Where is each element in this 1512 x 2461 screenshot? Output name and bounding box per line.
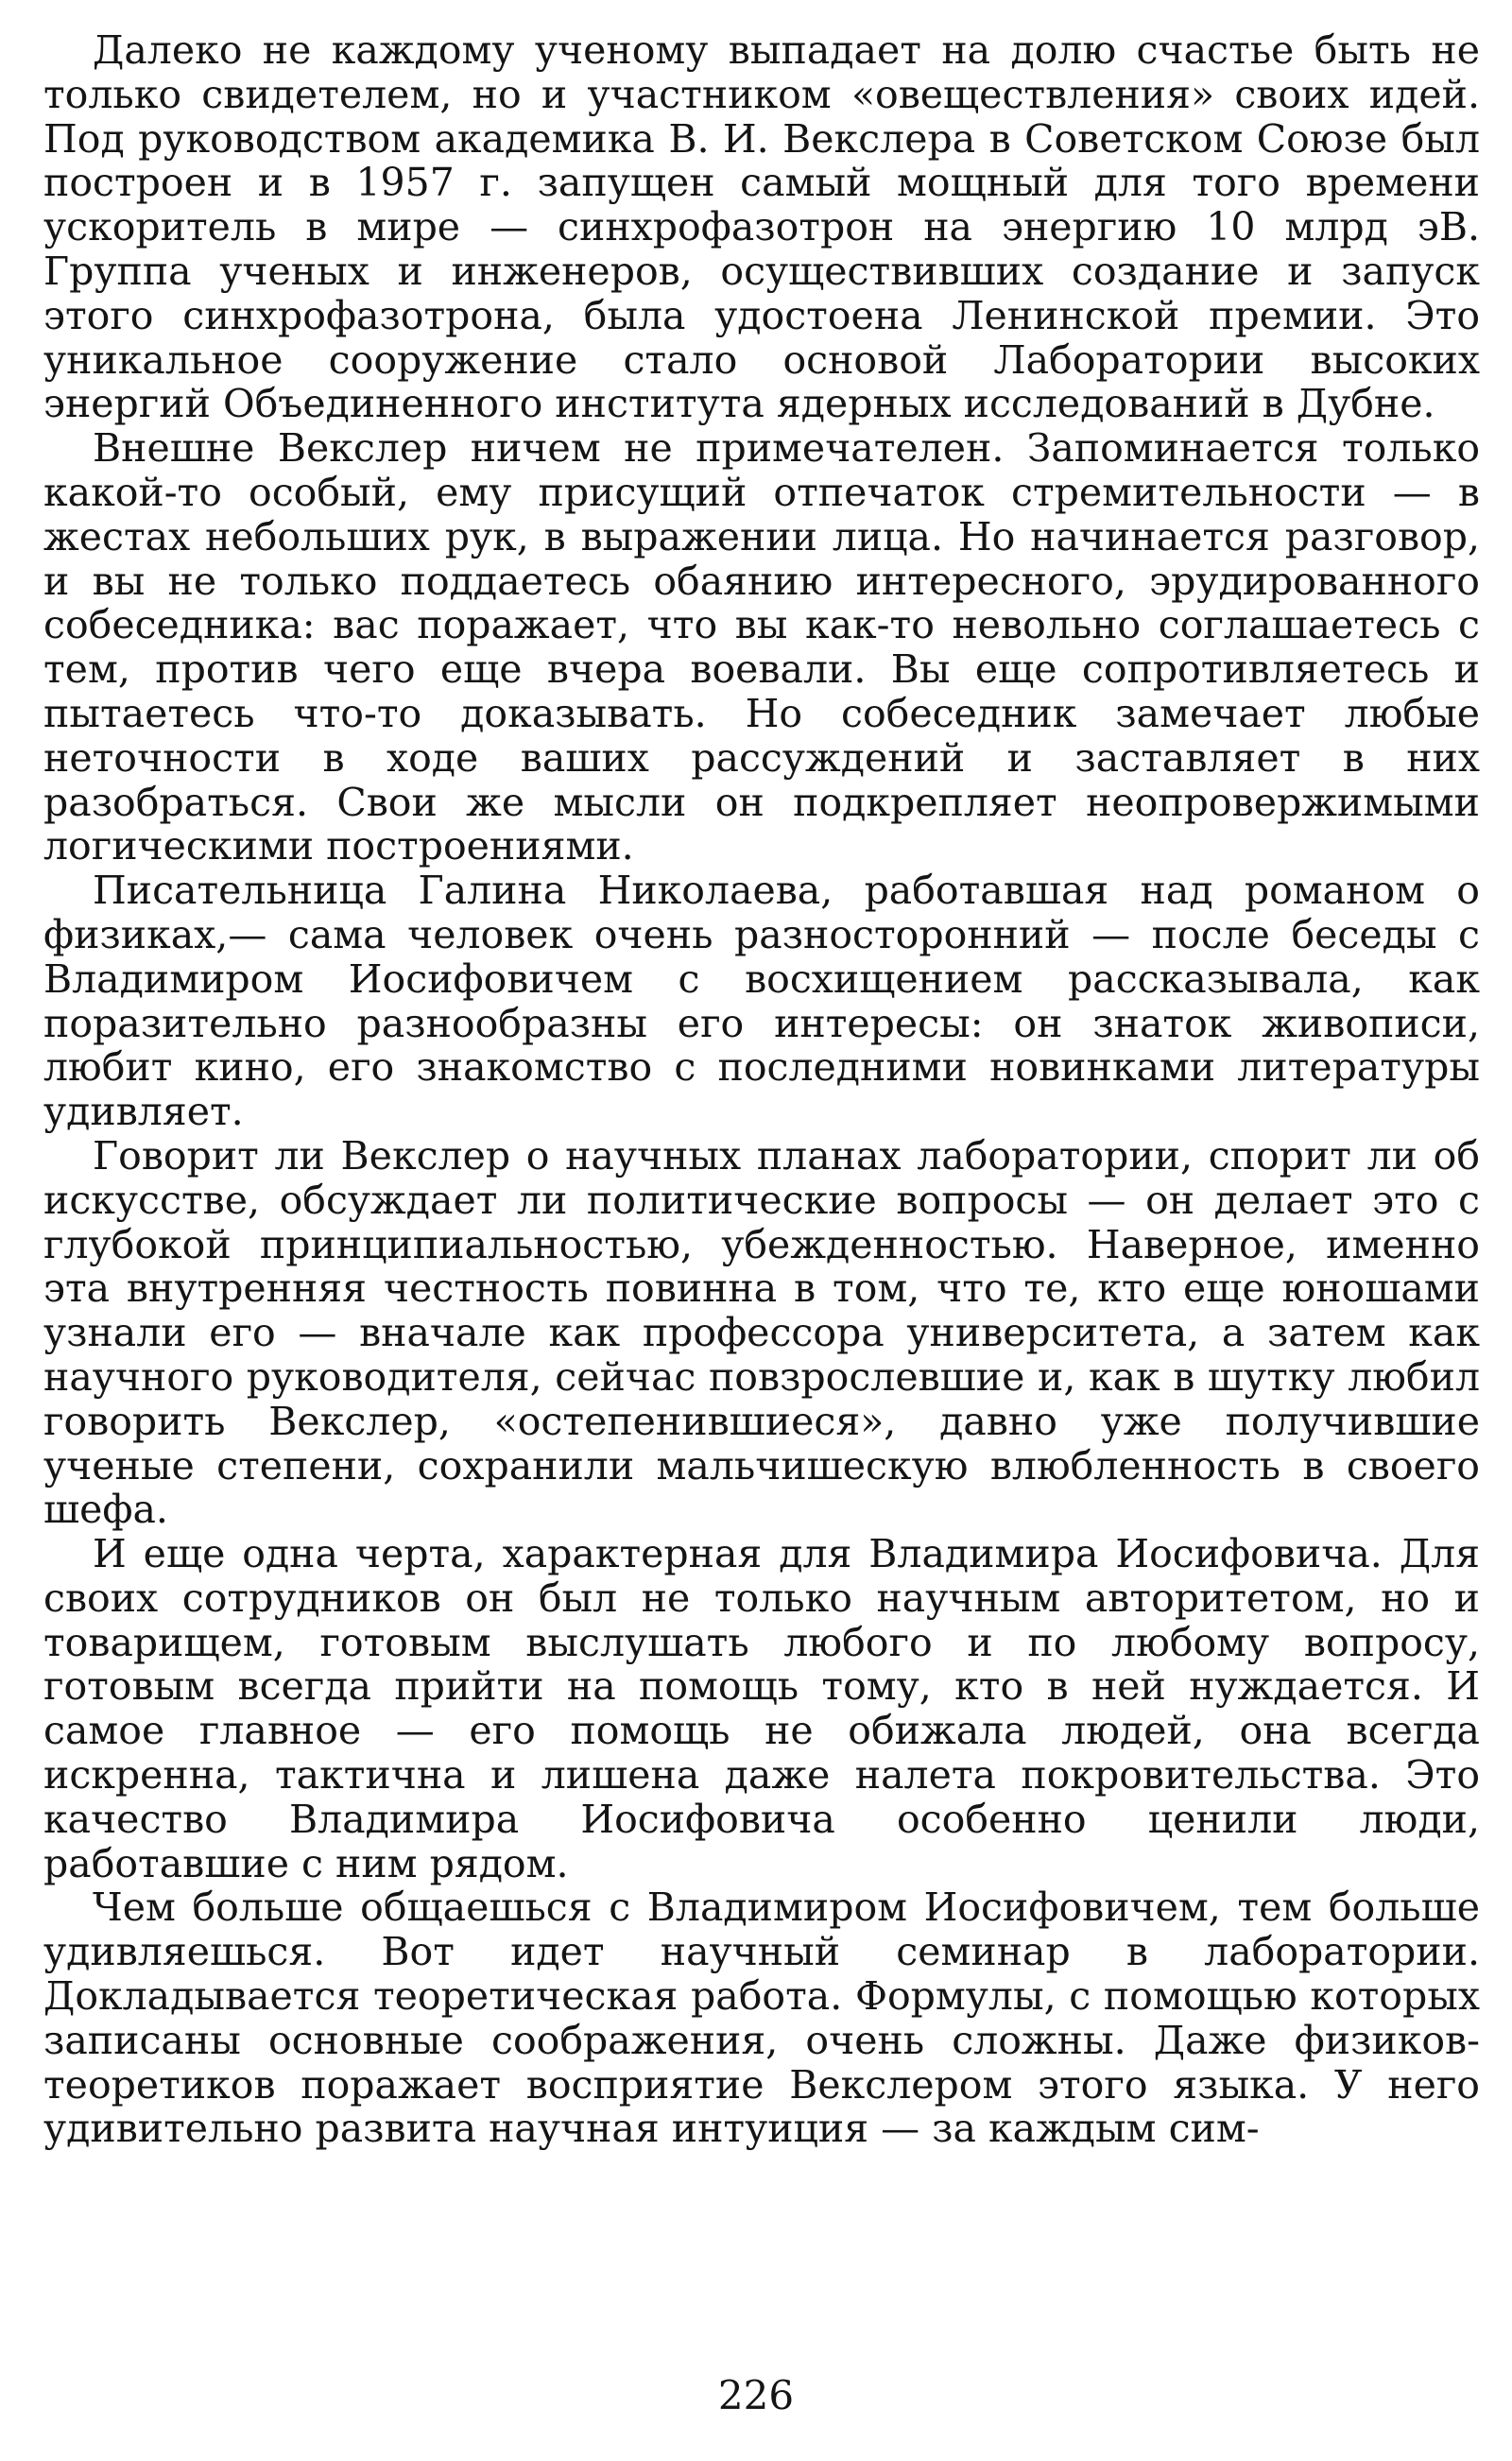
body-text <box>43 28 1480 2151</box>
paragraph-5: И еще одна черта, характерная для Владимира Иосифовича. Для своих сотрудников он был не только научным авторитетом, но и товарищем, готовым выслушать любого и по любому вопросу, готовым всегда прийти на помощь тому, кто в ней нуждается. И самое главное — его помощь не обижала людей, она всегда искренна, тактична и лишена даже налета покровительства. Это качество Владимира Иосифовича особенно ценили люди, работавшие с ним рядом. <box>43 1531 1480 1886</box>
paragraph-6: Чем больше общаешься с Владимиром Иосифовичем, тем больше удивляешься. Вот идет научный семинар в лаборатории. Докладывается теоретическая работа. Формулы, с помощью которых записаны основные соображения, очень сложны. Даже физиков-теоретиков поражает восприятие Векслером этого языка. У него удивительно развита научная интуиция — за каждым сим- <box>43 1884 1480 2152</box>
paragraph-3: Писательница Галина Николаева, работавшая над романом о физиках,— сама человек очень разносторонний — после беседы с Владимиром Иосифовичем с восхищением рассказывала, как поразительно разнообразны его интересы: он знаток живописи, любит кино, его знакомство с последними новинками литературы удивляет. <box>43 868 1480 1135</box>
paragraph-1: Далеко не каждому ученому выпадает на долю счастье быть не только свидетелем, но и участником «овеществления» своих идей. Под руководством академика В. И. Векслера в Советском Союзе был построен и в 1957 г. запущен самый мощный для того времени ускоритель в мире — синхрофазотрон на энергию 10 млрд эВ. Группа ученых и инженеров, осуществивших создание и запуск этого синхрофазотрона, была удостоена Ленинской премии. Это уникальное сооружение стало основой Лаборатории высоких энергий Объединенного института ядерных исследований в Дубне. <box>43 27 1480 427</box>
paragraph-2: Внешне Векслер ничем не примечателен. Запоминается только какой-то особый, ему присущий отпечаток стремительности — в жестах небольших рук, в выражении лица. Но начинается разговор, и вы не только поддаетесь обаянию интересного, эрудированного собеседника: вас поражает, что вы как-то невольно соглашаетесь с тем, против чего еще вчера воевали. Вы еще сопротивляетесь и пытаетесь что-то доказывать. Но собеседник замечает любые неточности в ходе ваших рассуждений и заставляет в них разобраться. Свои же мысли он подкрепляет неопровержимыми логическими построениями. <box>43 425 1480 869</box>
page-number: 226 <box>717 2372 795 2418</box>
paragraph-4: Говорит ли Векслер о научных планах лаборатории, спорит ли об искусстве, обсуждает ли политические вопросы — он делает это с глубокой принципиальностью, убежденностью. Наверное, именно эта внутренняя честность повинна в том, что те, кто еще юношами узнали его — вначале как профессора университета, а затем как научного руководителя, сейчас повзрослевшие и, как в шутку любил говорить Векслер, «остепенившиеся», давно уже получившие ученые степени, сохранили мальчишескую влюбленность в своего шефа. <box>43 1132 1480 1533</box>
